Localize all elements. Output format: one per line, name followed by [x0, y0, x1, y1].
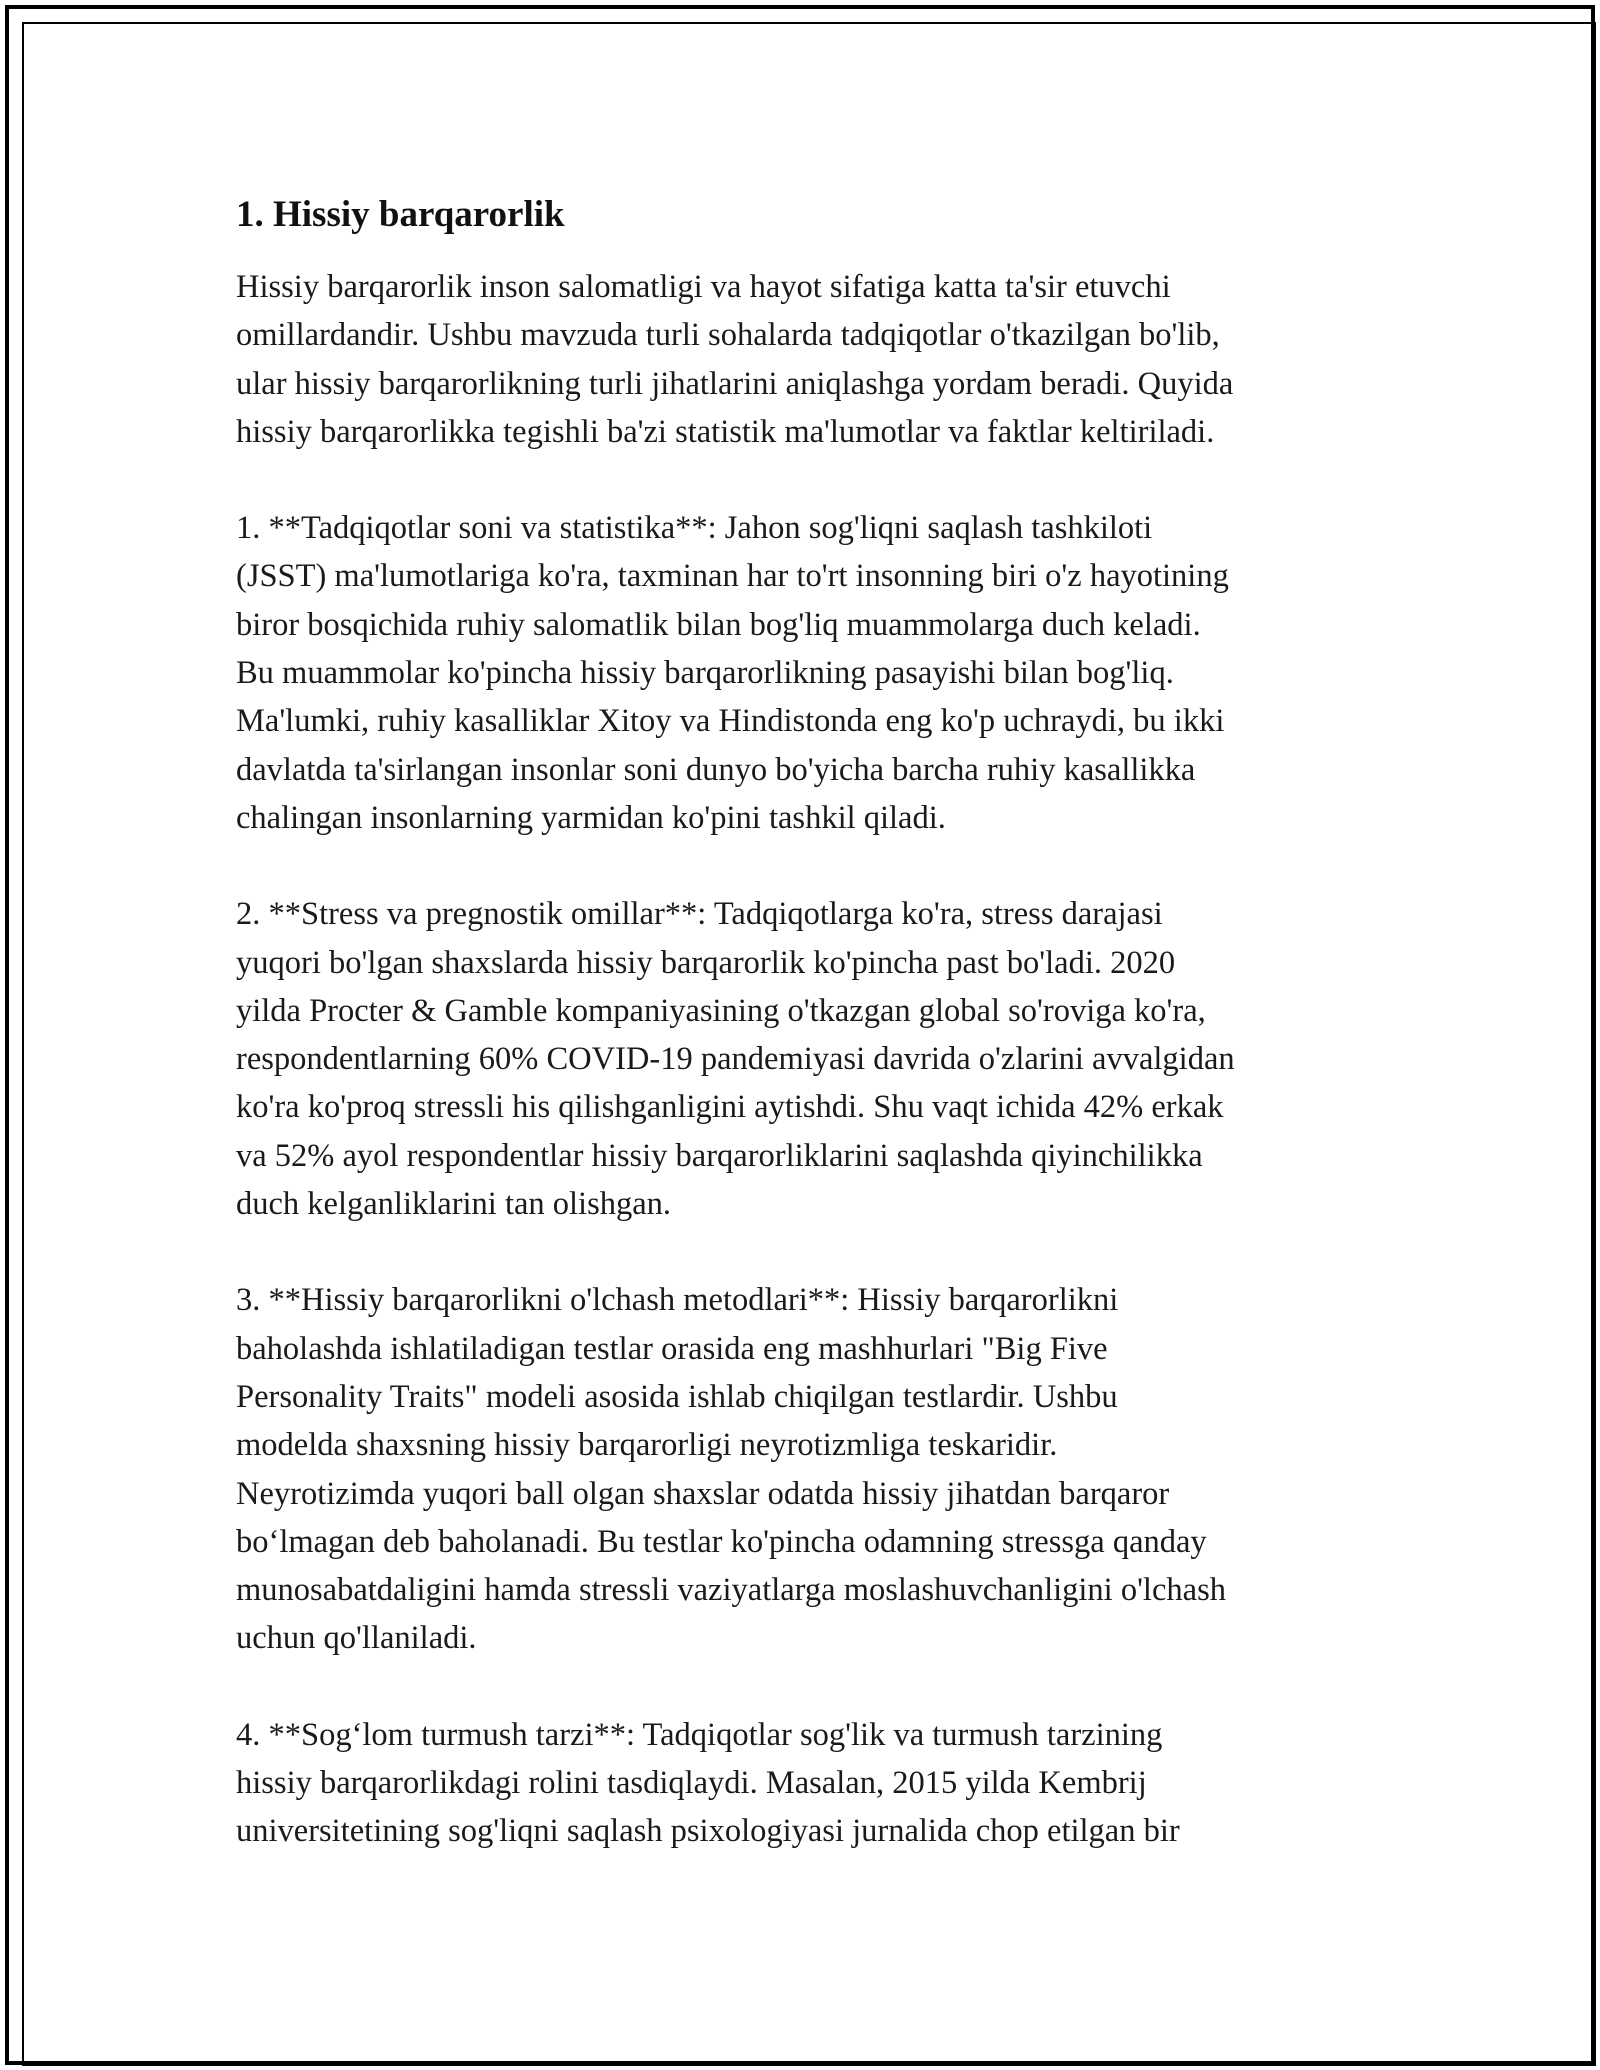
text-line: Neyrotizimda yuqori ball olgan shaxslar odatda hissiy jihatdan barqaror — [236, 1475, 1170, 1512]
text-line: Hissiy barqarorlik inson salomatligi va hayot sifatiga katta ta'sir etuvchi — [236, 269, 1171, 305]
text-line: munosabatdaligini hamda stressli vaziyatlarga moslashuvchanligini o'lchash — [236, 1572, 1226, 1609]
point-1-paragraph — [236, 504, 1376, 842]
text-line: universitetining sog'liqni saqlash psixologiyasi jurnalida chop etilgan bir — [236, 1813, 1180, 1850]
text-line: chalingan insonlarning yarmidan ko'pini tashkil qiladi. — [236, 799, 946, 836]
text-line: Ma'lumki, ruhiy kasalliklar Xitoy va Hindistonda eng ko'p uchraydi, bu ikki — [236, 703, 1225, 740]
text-line: 3. **Hissiy barqarorlikni o'lchash metodlari**: Hissiy barqarorlikni — [236, 1282, 1119, 1319]
document-body — [236, 184, 1376, 1856]
text-line: respondentlarning 60% COVID-19 pandemiyasi davrida o'zlarini avvalgidan — [236, 1041, 1235, 1078]
text-line: duch kelganliklarini tan olishgan. — [236, 1186, 672, 1223]
text-line: yuqori bo'lgan shaxslarda hissiy barqarorlik ko'pincha past bo'ladi. 2020 — [236, 944, 1176, 981]
text-line: baholashda ishlatiladigan testlar orasida eng mashhurlari "Big Five — [236, 1330, 1108, 1367]
text-line: 2. **Stress va pregnostik omillar**: Tadqiqotlarga ko'ra, stress darajasi — [236, 896, 1163, 933]
text-line: hissiy barqarorlikdagi rolini tasdiqlaydi. Masalan, 2015 yilda Kembrij — [236, 1765, 1147, 1802]
section-title: 1. Hissiy barqarorlik — [236, 194, 565, 235]
text-line: bo‘lmagan deb baholanadi. Bu testlar ko'pincha odamning stressga qanday — [236, 1523, 1207, 1560]
text-line: Personality Traits" modeli asosida ishlab chiqilgan testlardir. Ushbu — [236, 1378, 1118, 1415]
text-line: yilda Procter & Gamble kompaniyasining o'tkazgan global so'roviga ko'ra, — [236, 992, 1206, 1029]
point-3-paragraph — [236, 1276, 1376, 1662]
text-line: va 52% ayol respondentlar hissiy barqarorliklarini saqlashda qiyinchilikka — [236, 1137, 1203, 1174]
text-line: ular hissiy barqarorlikning turli jihatlarini aniqlashga yordam beradi. Quyida — [236, 365, 1234, 402]
title-spacer — [236, 246, 1376, 263]
point-2-paragraph — [236, 890, 1376, 1228]
paragraph-spacer — [236, 1228, 1376, 1276]
text-line: modelda shaxsning hissiy barqarorligi neyrotizmliga teskaridir. — [236, 1427, 1058, 1464]
text-line: 1. **Tadqiqotlar soni va statistika**: Jahon sog'liqni saqlash tashkiloti — [236, 510, 1153, 547]
text-line: ko'ra ko'proq stressli his qilishganligini aytishdi. Shu vaqt ichida 42% erkak — [236, 1089, 1224, 1126]
text-line: omillardandir. Ushbu mavzuda turli sohalarda tadqiqotlar o'tkazilgan bo'lib, — [236, 317, 1220, 354]
paragraph-spacer — [236, 456, 1376, 504]
paragraph-spacer — [236, 1663, 1376, 1711]
paragraph-spacer — [236, 842, 1376, 890]
point-4-paragraph — [236, 1711, 1376, 1856]
text-line: biror bosqichida ruhiy salomatlik bilan bog'liq muammolarga duch keladi. — [236, 606, 1201, 643]
text-line: (JSST) ma'lumotlariga ko'ra, taxminan har to'rt insonning biri o'z hayotining — [236, 558, 1229, 595]
intro-paragraph — [236, 263, 1376, 456]
text-line: 4. **Sog‘lom turmush tarzi**: Tadqiqotlar sog'lik va turmush tarzining — [236, 1716, 1163, 1753]
text-line: hissiy barqarorlikka tegishli ba'zi statistik ma'lumotlar va faktlar keltiriladi. — [236, 413, 1215, 450]
text-line: uchun qo'llaniladi. — [236, 1620, 477, 1657]
text-line: davlatda ta'sirlangan insonlar soni dunyo bo'yicha barcha ruhiy kasallikka — [236, 751, 1196, 788]
text-line: Bu muammolar ko'pincha hissiy barqarorlikning pasayishi bilan bog'liq. — [236, 655, 1174, 692]
